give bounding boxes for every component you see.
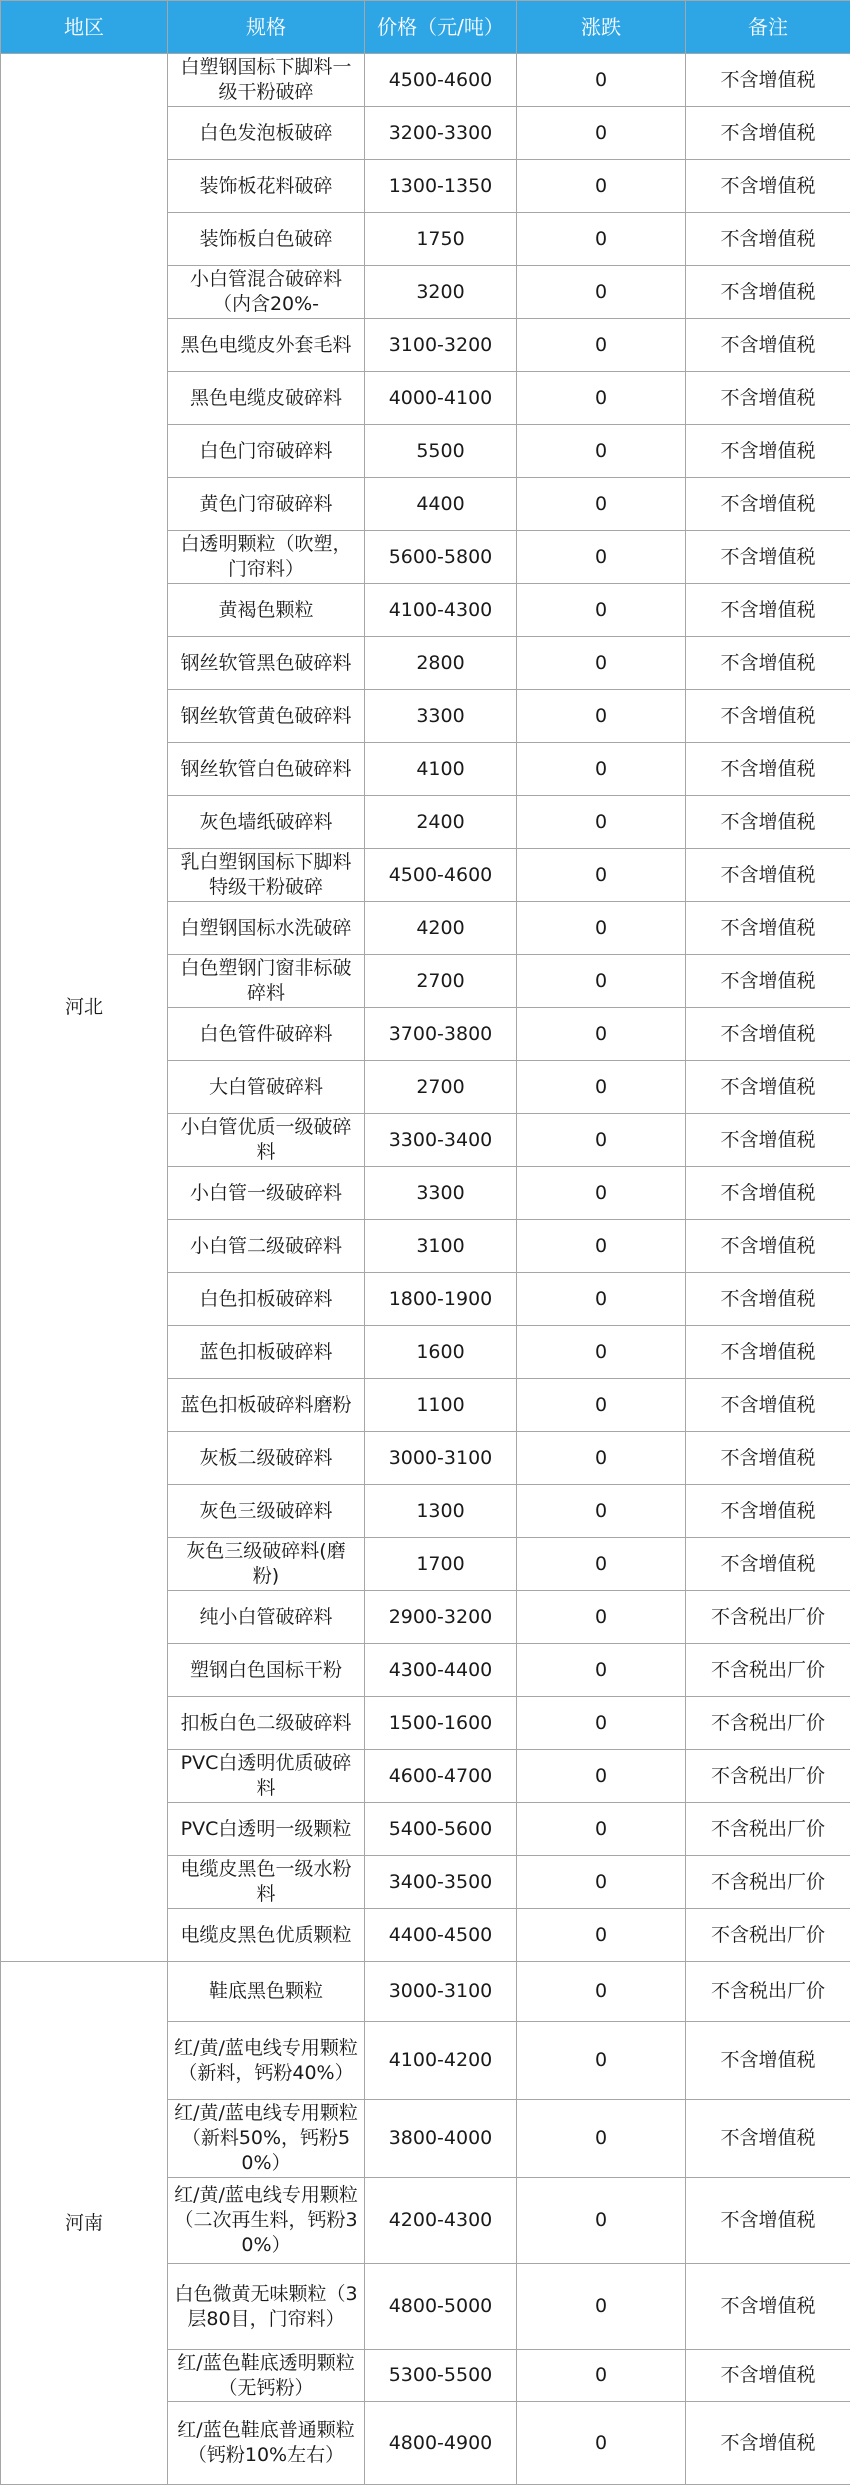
price-cell: 4500-4600	[365, 849, 517, 902]
price-cell: 2400	[365, 796, 517, 849]
price-cell: 5600-5800	[365, 531, 517, 584]
spec-cell: 白色发泡板破碎	[168, 107, 365, 160]
spec-cell: 小白管优质一级破碎料	[168, 1114, 365, 1167]
spec-cell: 白色管件破碎料	[168, 1008, 365, 1061]
change-cell: 0	[517, 955, 686, 1008]
header-price: 价格（元/吨）	[365, 1, 517, 54]
spec-cell: 电缆皮黑色一级水粉料	[168, 1856, 365, 1909]
spec-cell: 电缆皮黑色优质颗粒	[168, 1909, 365, 1962]
price-cell: 1500-1600	[365, 1697, 517, 1750]
spec-cell: 灰色三级破碎料(磨粉)	[168, 1538, 365, 1591]
remark-cell: 不含增值税	[686, 1220, 850, 1273]
spec-cell: 黑色电缆皮外套毛料	[168, 319, 365, 372]
price-cell: 3700-3800	[365, 1008, 517, 1061]
change-cell: 0	[517, 1167, 686, 1220]
change-cell: 0	[517, 1697, 686, 1750]
remark-cell: 不含税出厂价	[686, 1750, 850, 1803]
price-cell: 3100	[365, 1220, 517, 1273]
price-cell: 3300-3400	[365, 1114, 517, 1167]
spec-cell: 红/黄/蓝电线专用颗粒（二次再生料，钙粉30%）	[168, 2178, 365, 2264]
change-cell: 0	[517, 2264, 686, 2350]
price-cell: 5300-5500	[365, 2350, 517, 2402]
change-cell: 0	[517, 849, 686, 902]
change-cell: 0	[517, 54, 686, 107]
spec-cell: 小白管混合破碎料（内含20%-	[168, 266, 365, 319]
spec-cell: 白色塑钢门窗非标破碎料	[168, 955, 365, 1008]
price-cell: 1600	[365, 1326, 517, 1379]
price-cell: 1300-1350	[365, 160, 517, 213]
remark-cell: 不含增值税	[686, 1061, 850, 1114]
remark-cell: 不含增值税	[686, 372, 850, 425]
remark-cell: 不含增值税	[686, 213, 850, 266]
header-region: 地区	[1, 1, 168, 54]
price-cell: 4100	[365, 743, 517, 796]
change-cell: 0	[517, 1220, 686, 1273]
price-cell: 4800-5000	[365, 2264, 517, 2350]
spec-cell: 小白管二级破碎料	[168, 1220, 365, 1273]
remark-cell: 不含税出厂价	[686, 1856, 850, 1909]
table-row	[1, 54, 850, 107]
change-cell: 0	[517, 1379, 686, 1432]
spec-cell: 白透明颗粒（吹塑，门帘料）	[168, 531, 365, 584]
price-cell: 4100-4200	[365, 2022, 517, 2100]
price-cell: 3300	[365, 1167, 517, 1220]
spec-cell: 装饰板白色破碎	[168, 213, 365, 266]
spec-cell: 钢丝软管黄色破碎料	[168, 690, 365, 743]
remark-cell: 不含增值税	[686, 690, 850, 743]
spec-cell: 白色门帘破碎料	[168, 425, 365, 478]
remark-cell: 不含增值税	[686, 955, 850, 1008]
spec-cell: 红/蓝色鞋底普通颗粒（钙粉10%左右）	[168, 2402, 365, 2485]
change-cell: 0	[517, 1856, 686, 1909]
price-cell: 1100	[365, 1379, 517, 1432]
price-cell: 4000-4100	[365, 372, 517, 425]
spec-cell: 白色扣板破碎料	[168, 1273, 365, 1326]
header-change: 涨跌	[517, 1, 686, 54]
remark-cell: 不含增值税	[686, 1485, 850, 1538]
spec-cell: 红/黄/蓝电线专用颗粒（新料，钙粉40%）	[168, 2022, 365, 2100]
price-cell: 5400-5600	[365, 1803, 517, 1856]
spec-cell: 白色微黄无味颗粒（3层80目，门帘料）	[168, 2264, 365, 2350]
spec-cell: 蓝色扣板破碎料磨粉	[168, 1379, 365, 1432]
spec-cell: 蓝色扣板破碎料	[168, 1326, 365, 1379]
remark-cell: 不含增值税	[686, 2178, 850, 2264]
remark-cell: 不含增值税	[686, 902, 850, 955]
remark-cell: 不含税出厂价	[686, 1962, 850, 2022]
change-cell: 0	[517, 160, 686, 213]
table-row	[1, 1962, 850, 2022]
remark-cell: 不含增值税	[686, 1379, 850, 1432]
change-cell: 0	[517, 319, 686, 372]
remark-cell: 不含税出厂价	[686, 1697, 850, 1750]
price-cell: 1700	[365, 1538, 517, 1591]
remark-cell: 不含增值税	[686, 266, 850, 319]
remark-cell: 不含增值税	[686, 425, 850, 478]
price-cell: 4800-4900	[365, 2402, 517, 2485]
remark-cell: 不含税出厂价	[686, 1591, 850, 1644]
spec-cell: 白塑钢国标水洗破碎	[168, 902, 365, 955]
price-cell: 4200-4300	[365, 2178, 517, 2264]
remark-cell: 不含税出厂价	[686, 1909, 850, 1962]
price-cell: 2900-3200	[365, 1591, 517, 1644]
spec-cell: 红/蓝色鞋底透明颗粒（无钙粉）	[168, 2350, 365, 2402]
change-cell: 0	[517, 690, 686, 743]
price-cell: 3300	[365, 690, 517, 743]
remark-cell: 不含增值税	[686, 1432, 850, 1485]
remark-cell: 不含增值税	[686, 2100, 850, 2178]
change-cell: 0	[517, 796, 686, 849]
change-cell: 0	[517, 743, 686, 796]
spec-cell: PVC白透明一级颗粒	[168, 1803, 365, 1856]
spec-cell: 灰色墙纸破碎料	[168, 796, 365, 849]
change-cell: 0	[517, 425, 686, 478]
change-cell: 0	[517, 2350, 686, 2402]
spec-cell: 大白管破碎料	[168, 1061, 365, 1114]
change-cell: 0	[517, 1114, 686, 1167]
header-spec: 规格	[168, 1, 365, 54]
remark-cell: 不含增值税	[686, 849, 850, 902]
change-cell: 0	[517, 1273, 686, 1326]
change-cell: 0	[517, 1962, 686, 2022]
price-cell: 4200	[365, 902, 517, 955]
spec-cell: 纯小白管破碎料	[168, 1591, 365, 1644]
remark-cell: 不含增值税	[686, 531, 850, 584]
spec-cell: 钢丝软管白色破碎料	[168, 743, 365, 796]
change-cell: 0	[517, 1326, 686, 1379]
spec-cell: 乳白塑钢国标下脚料特级干粉破碎	[168, 849, 365, 902]
remark-cell: 不含增值税	[686, 478, 850, 531]
change-cell: 0	[517, 2100, 686, 2178]
remark-cell: 不含增值税	[686, 1273, 850, 1326]
change-cell: 0	[517, 266, 686, 319]
change-cell: 0	[517, 1591, 686, 1644]
price-cell: 4500-4600	[365, 54, 517, 107]
price-cell: 2700	[365, 1061, 517, 1114]
price-cell: 3400-3500	[365, 1856, 517, 1909]
spec-cell: 塑钢白色国标干粉	[168, 1644, 365, 1697]
change-cell: 0	[517, 2022, 686, 2100]
price-cell: 4300-4400	[365, 1644, 517, 1697]
price-cell: 2800	[365, 637, 517, 690]
change-cell: 0	[517, 2402, 686, 2485]
remark-cell: 不含增值税	[686, 796, 850, 849]
price-cell: 3200	[365, 266, 517, 319]
change-cell: 0	[517, 2178, 686, 2264]
remark-cell: 不含增值税	[686, 2402, 850, 2485]
spec-cell: 钢丝软管黑色破碎料	[168, 637, 365, 690]
change-cell: 0	[517, 213, 686, 266]
change-cell: 0	[517, 107, 686, 160]
price-cell: 1750	[365, 213, 517, 266]
spec-cell: 黄色门帘破碎料	[168, 478, 365, 531]
price-cell: 4400	[365, 478, 517, 531]
spec-cell: 装饰板花料破碎	[168, 160, 365, 213]
change-cell: 0	[517, 1008, 686, 1061]
change-cell: 0	[517, 1750, 686, 1803]
remark-cell: 不含增值税	[686, 2022, 850, 2100]
price-cell: 3000-3100	[365, 1432, 517, 1485]
spec-cell: 鞋底黑色颗粒	[168, 1962, 365, 2022]
change-cell: 0	[517, 478, 686, 531]
header-row	[1, 1, 850, 54]
remark-cell: 不含增值税	[686, 1326, 850, 1379]
spec-cell: 小白管一级破碎料	[168, 1167, 365, 1220]
spec-cell: PVC白透明优质破碎料	[168, 1750, 365, 1803]
price-cell: 3000-3100	[365, 1962, 517, 2022]
price-cell: 3200-3300	[365, 107, 517, 160]
price-cell: 4600-4700	[365, 1750, 517, 1803]
remark-cell: 不含增值税	[686, 54, 850, 107]
price-cell: 3800-4000	[365, 2100, 517, 2178]
change-cell: 0	[517, 637, 686, 690]
spec-cell: 黄褐色颗粒	[168, 584, 365, 637]
price-cell: 4400-4500	[365, 1909, 517, 1962]
remark-cell: 不含增值税	[686, 1114, 850, 1167]
remark-cell: 不含税出厂价	[686, 1803, 850, 1856]
change-cell: 0	[517, 372, 686, 425]
price-cell: 1300	[365, 1485, 517, 1538]
price-cell: 5500	[365, 425, 517, 478]
change-cell: 0	[517, 1538, 686, 1591]
price-cell: 2700	[365, 955, 517, 1008]
remark-cell: 不含增值税	[686, 1008, 850, 1061]
region-cell: 河北	[1, 54, 168, 1962]
change-cell: 0	[517, 902, 686, 955]
remark-cell: 不含税出厂价	[686, 1644, 850, 1697]
remark-cell: 不含增值税	[686, 584, 850, 637]
region-cell: 河南	[1, 1962, 168, 2485]
change-cell: 0	[517, 1061, 686, 1114]
remark-cell: 不含增值税	[686, 637, 850, 690]
price-cell: 4100-4300	[365, 584, 517, 637]
header-remark: 备注	[686, 1, 850, 54]
remark-cell: 不含增值税	[686, 107, 850, 160]
spec-cell: 黑色电缆皮破碎料	[168, 372, 365, 425]
remark-cell: 不含增值税	[686, 1167, 850, 1220]
change-cell: 0	[517, 1909, 686, 1962]
change-cell: 0	[517, 1432, 686, 1485]
spec-cell: 灰板二级破碎料	[168, 1432, 365, 1485]
change-cell: 0	[517, 584, 686, 637]
spec-cell: 白塑钢国标下脚料一级干粉破碎	[168, 54, 365, 107]
remark-cell: 不含增值税	[686, 2350, 850, 2402]
spec-cell: 扣板白色二级破碎料	[168, 1697, 365, 1750]
remark-cell: 不含增值税	[686, 2264, 850, 2350]
remark-cell: 不含增值税	[686, 1538, 850, 1591]
change-cell: 0	[517, 1644, 686, 1697]
spec-cell: 灰色三级破碎料	[168, 1485, 365, 1538]
table-body	[1, 54, 850, 2485]
spec-cell: 红/黄/蓝电线专用颗粒（新料50%，钙粉50%）	[168, 2100, 365, 2178]
change-cell: 0	[517, 1803, 686, 1856]
price-cell: 1800-1900	[365, 1273, 517, 1326]
remark-cell: 不含增值税	[686, 743, 850, 796]
price-cell: 3100-3200	[365, 319, 517, 372]
change-cell: 0	[517, 1485, 686, 1538]
change-cell: 0	[517, 531, 686, 584]
remark-cell: 不含增值税	[686, 319, 850, 372]
remark-cell: 不含增值税	[686, 160, 850, 213]
